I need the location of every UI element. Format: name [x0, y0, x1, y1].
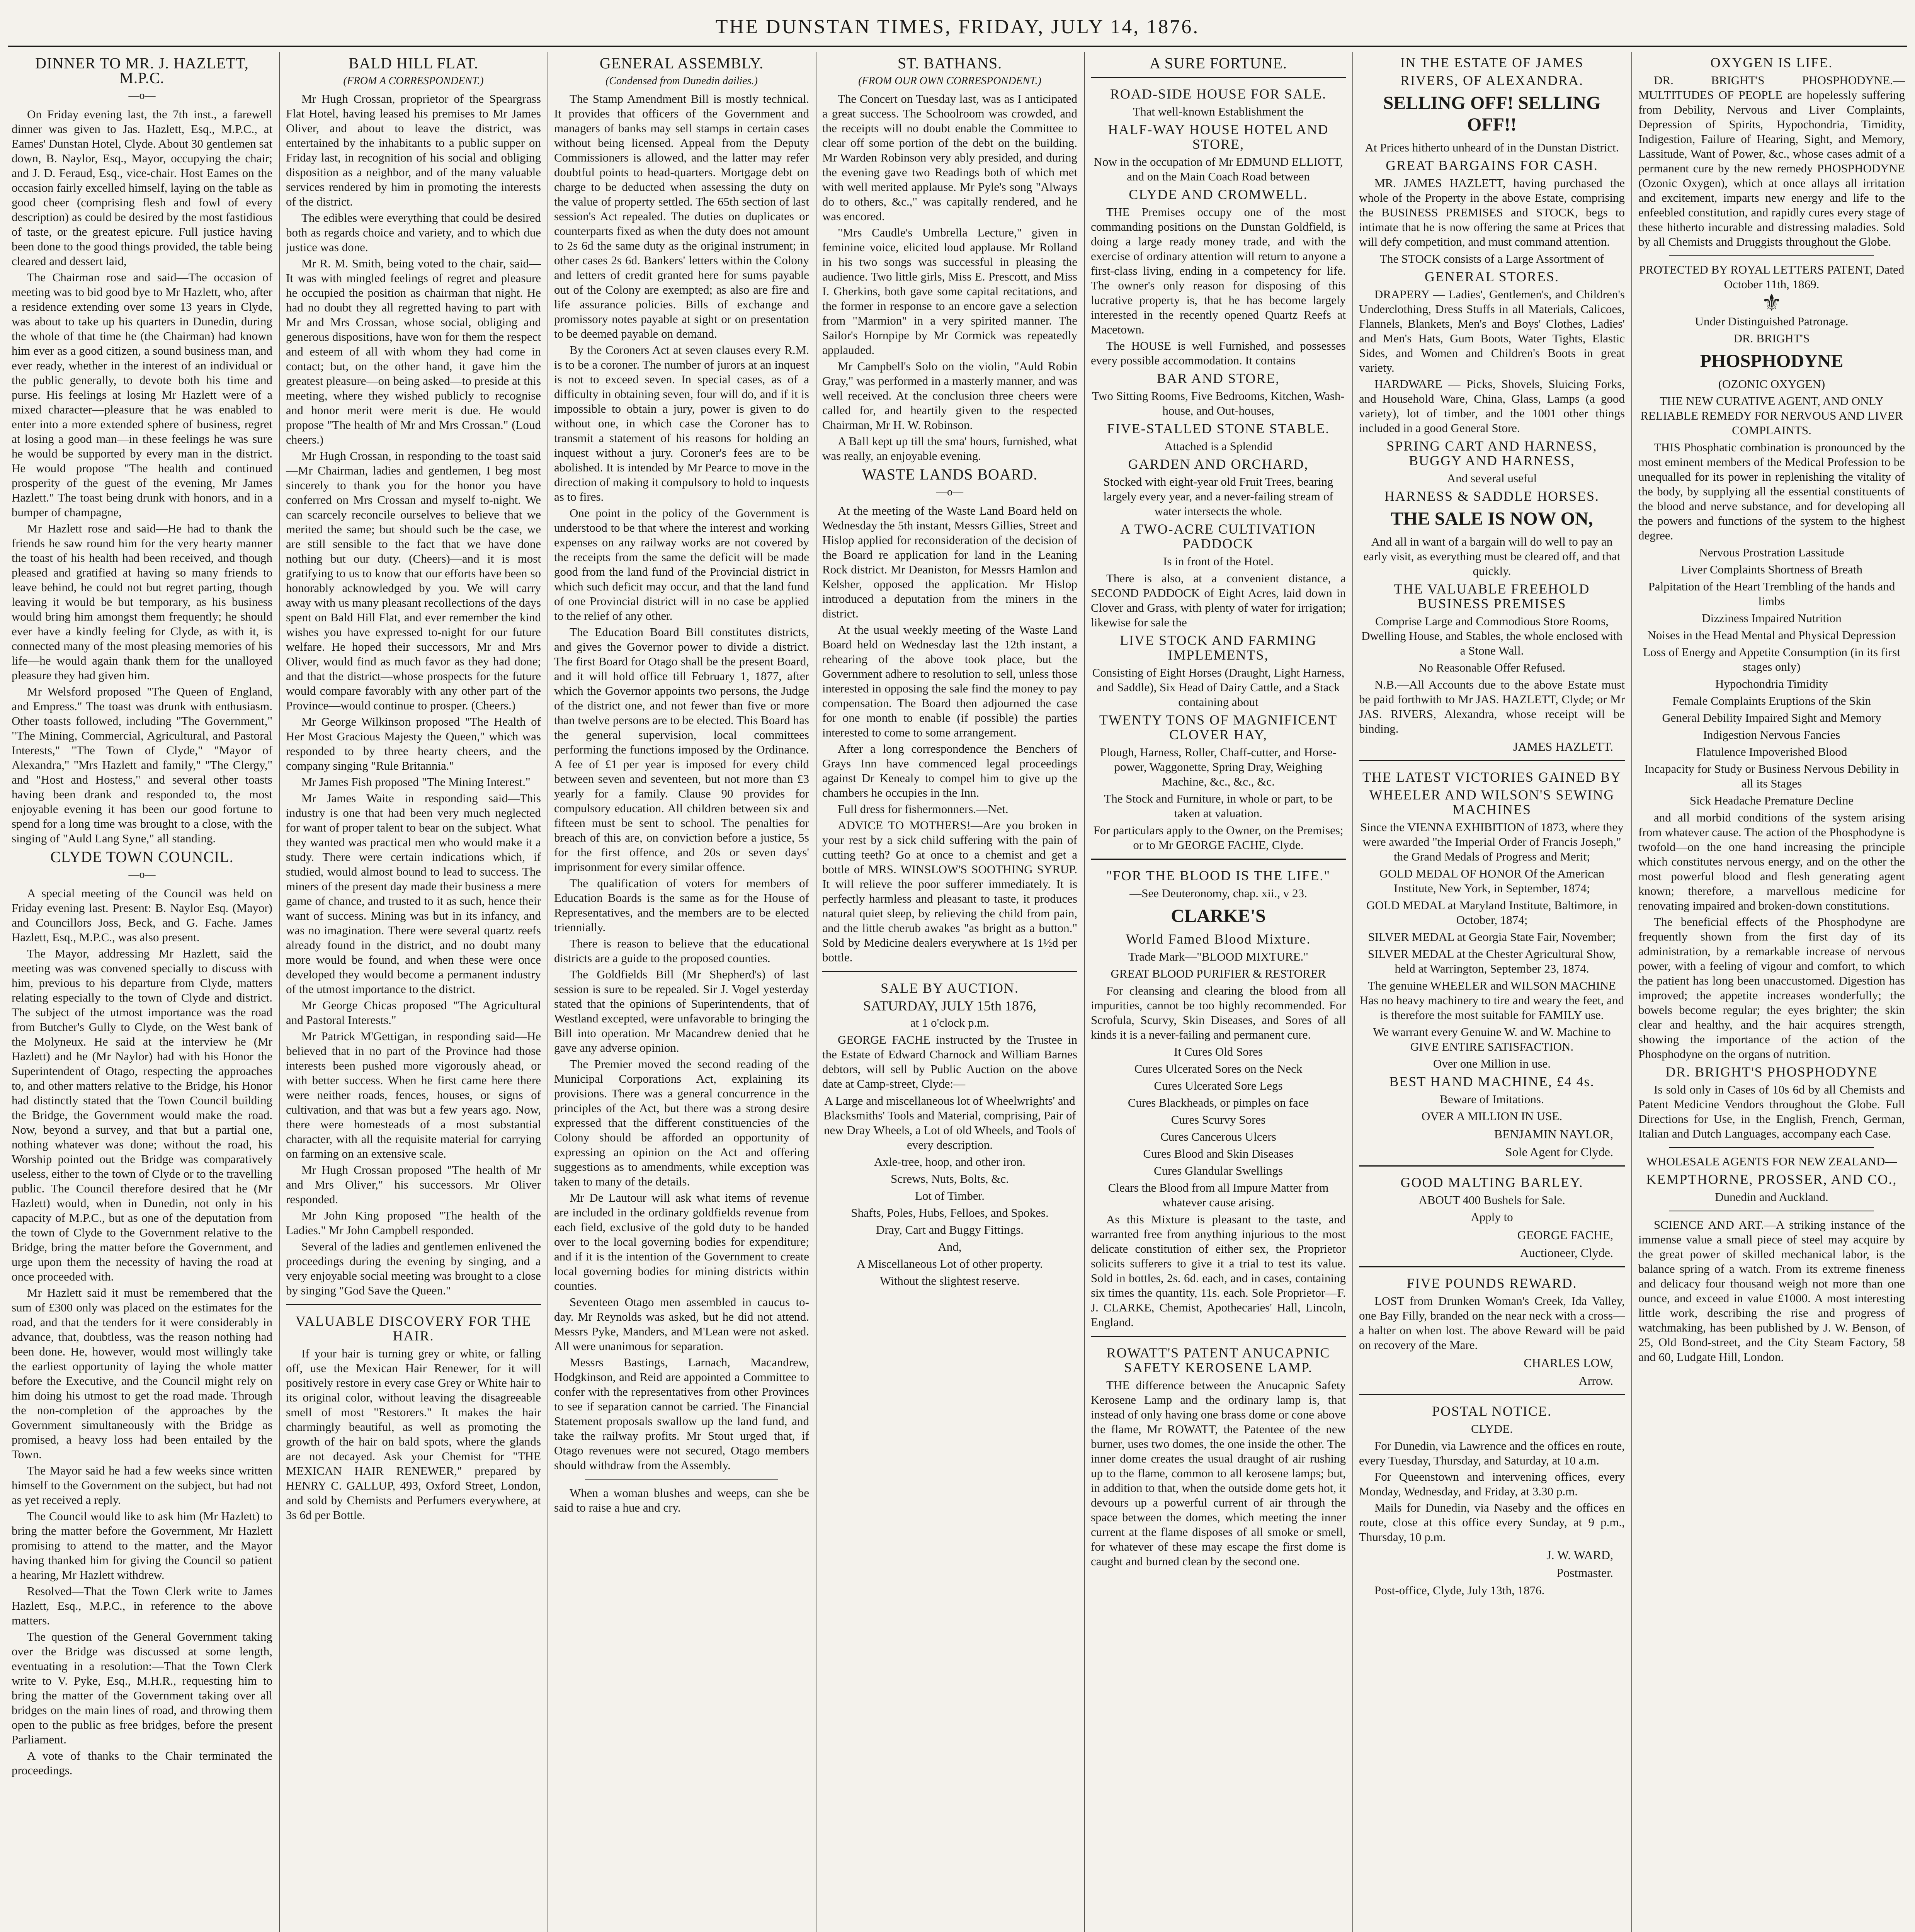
sale-date: SATURDAY, JULY 15th 1876, [863, 998, 1037, 1014]
sale-text: GEORGE FACHE instructed by the Trustee in the Estate of Edward Charnock and William Barnes debtors, will sell by Public Auction on the above date at Camp-street, Clyde:— [822, 1033, 1077, 1090]
ad-line: OXYGEN IS LIFE. [1710, 55, 1833, 70]
article-subheading: (Condensed from Dunedin dailies.) [605, 75, 758, 87]
paragraph: The Concert on Tuesday last, was as I anticipated a great success. The Schoolroom was crowded, and the receipts will no doubt enable the Committee to clear off some portion of the debt on the building. Mr Warden Robinson very ably presided, and during the evening gave two Readings both of which met with well merited applause. Mr Pyle's song "Always do to others, &c.," was capitally rendered, and he was encored. [822, 92, 1077, 223]
paragraph: Resolved—That the Town Clerk write to James Hazlett, Esq., M.P.C., in reference to the above matters. [12, 1584, 272, 1627]
ad-line: POSTAL NOTICE. [1432, 1403, 1552, 1419]
column-rule [1084, 52, 1085, 1932]
paragraph: The Mayor, addressing Mr Hazlett, said the meeting was was convened specially to discuss with him, previous to his departure from Clyde, matters relating especially to the town of Clyde and district. The subject of the utmost importance was the road from Butcher's Gully to Clyde, on the West bank of the Molyneux. He said at the interview he (Mr Hazlett) and he (Mr Naylor) had with his Honor the Superintendent of Otago, respecting the approaches to, and other matters relative to the Bridge, his Honor had distinctly stated that the Town Council building the Bridge, the Government would make the road. Now, beyond a survey, and that but a partial one, nothing whatever was done; without the road, his Worship pointed out the Bridge was comparatively useless, either to the town of Clyde or to the travelling public. The Council therefore desired that he (Mr Hazlett) would, when in Dunedin, not only in his capacity of M.P.C., but as one of the deputation from the town of Clyde to the Government relative to the Bridge, bring the matter before the Government, and urge upon them the necessity of having the road at once proceeded with. [12, 947, 272, 1283]
ornament: —o— [128, 90, 156, 102]
royal-arms-icon: ⚜ [1761, 290, 1782, 316]
signature: GEORGE FACHE, [1517, 1228, 1613, 1242]
ad-line: PROTECTED BY ROYAL LETTERS PATENT, Dated October 11th, 1869. [1639, 263, 1905, 291]
ad-text: As this Mixture is pleasant to the taste, and warranted free from anything injurious to the most delicate constitution of either sex, the Proprietor solicits sufferers to give it a trial to test its value. Sold in bottles, 2s. 6d. each, and in cases, containing six times the quantity, 11s. each. Sole Proprietor—F. J. CLARKE, Chemist, Apothecaries' Hall, Lincoln, England. [1091, 1213, 1346, 1329]
ad-line: Over one Million in use. [1433, 1057, 1551, 1070]
cure-item: Cures Ulcerated Sore Legs [1154, 1079, 1283, 1092]
sale-item: Shafts, Poles, Hubs, Felloes, and Spokes. [851, 1206, 1049, 1219]
ad-line: SILVER MEDAL at the Chester Agricultural Show, held at Warrington, September 23, 1874. [1367, 947, 1616, 975]
ad-line: That well-known Establishment the [1133, 105, 1304, 118]
cures-list [1091, 1044, 1346, 1210]
postal-notice [1359, 1394, 1625, 1598]
ad-text: Post-office, Clyde, July 13th, 1876. [1374, 1583, 1545, 1597]
ad-line: ROWATT'S PATENT ANUCAPNIC SAFETY KEROSENE LAMP. [1106, 1345, 1330, 1375]
ad-line: GARDEN AND ORCHARD, [1128, 456, 1309, 472]
barley-advertisement [1359, 1165, 1625, 1260]
ad-line: HALF-WAY HOUSE HOTEL AND STORE, [1108, 122, 1329, 152]
paragraph: Messrs Bastings, Larnach, Macandrew, Hodgkinson, and Reid are appointed a Committee to confer with the representatives from other Provinces to see if separation cannot be carried. The Financial Statement proposals swallow up the land fund, and take the railway profits. Mr Stout urged that, if Otago revenues were not secured, Otago members should withdraw from the Assembly. [554, 1355, 809, 1472]
ad-line: The STOCK consists of a Large Assortment of [1379, 252, 1604, 265]
signature-title: Arrow. [1578, 1374, 1613, 1388]
paragraph: Mr James Waite in responding said—This industry is one that had been very much neglected for want of proper talent to bear on the subject. What they wanted was practical men who would make it a study. There were certain indications which, if studied, would almost bound to lead to success. The miners of the present day made their business a mere game of chance, and trusted to it as such, hence their want of success. Mining was but in its infancy, and was no imagination. There were several quartz reefs already found in the district, and no doubt many more would be found, and when these were once developed they would become a permanent industry of the utmost importance to the district. [286, 791, 541, 996]
ad-line: Trade Mark—"BLOOD MIXTURE." [1128, 950, 1308, 963]
article-subheading: (FROM OUR OWN CORRESPONDENT.) [858, 75, 1041, 87]
signature-title: Postmaster. [1556, 1566, 1613, 1580]
paragraph: At the usual weekly meeting of the Waste Land Board held on Wednesday last the 12th instant, a rehearing of the above took place, but the Government adhere to resolution to sell, unless those interested in opposing the sale find the money to pay compensation. The Board then adjourned the case for one month to enable (if possible) the parties interested to come to some arrangement. [822, 623, 1077, 739]
cure-item: Clears the Blood from all Impure Matter from whatever cause arising. [1108, 1181, 1329, 1209]
ad-text: Is sold only in Cases of 10s 6d by all Chemists and Patent Medicine Vendors throughout the Globe. Full Directions for Use, in the English, French, German, Italian and Dutch Languages, accompany each Case. [1638, 1083, 1905, 1140]
ad-line: Consisting of Eight Horses (Draught, Light Harness, and Saddle), Six Head of Dairy Cattle, and a Stack containing about [1092, 666, 1345, 709]
ad-line: "FOR THE BLOOD IS THE LIFE." [1106, 868, 1331, 883]
ad-line: A TWO-ACRE CULTIVATION PADDOCK [1120, 521, 1316, 551]
paragraph: Mr R. M. Smith, being voted to the chair, said—It was with mingled feelings of regret and pleasure he occupied the position as chairman that night. He had no doubt they all regretted having to part with Mr and Mrs Crossan, whose social, obliging and generous dispositions, have won for them the respect and esteem of all with whom they had come in contact; but, on the other hand, it gave him the greatest pleasure—on being asked—to preside at this meeting, where they wished publicly to recognise and honor merit were merit is due. He would propose "The health of Mr and Mrs Crossan." (Loud cheers.) [286, 257, 541, 446]
ailment-item: Palpitation of the Heart Trembling of the hands and limbs [1648, 580, 1895, 608]
ailment-item: Indigestion Nervous Fancies [1703, 728, 1840, 742]
paragraph: Mr De Lautour will ask what items of revenue are included in the ordinary goldfields revenue from each field, exclusive of the gold duty to be handed over to the local governing bodies for expenditure; and if it is the intention of the Government to create local governing bodies for mining districts within counties. [554, 1191, 809, 1293]
paragraph: Mr Hazlett rose and said—He had to thank the friends he saw round him for the very hearty manner the toast of his health had been received, and though pleased and gratified at having so many friends to leave behind, he could not but regret parting, though leaving it would be but temporary, as his business would bring him amongst them frequently; he should ever have a kindly feeling for Clyde, as with it, is connected many of the most pleasing memories of his life—he would again thank them for the unalloyed pleasure they had given him. [12, 522, 272, 682]
article-heading: WASTE LANDS BOARD. [862, 466, 1038, 483]
article-heading: ST. BATHANS. [897, 54, 1002, 72]
sale-item: Screws, Nuts, Bolts, &c. [891, 1172, 1009, 1185]
ad-text: For Dunedin, via Lawrence and the offices en route, every Tuesday, Thursday, and Saturday, at 10 a.m. [1359, 1439, 1625, 1467]
divider [1669, 1147, 1874, 1148]
ad-heading: VALUABLE DISCOVERY FOR THE HAIR. [295, 1313, 532, 1344]
divider [585, 1479, 778, 1480]
column-7 [1638, 52, 1905, 1932]
ad-text: LOST from Drunken Woman's Creek, Ida Valley, one Bay Filly, branded on the near neck with a cross—a halter on when lost. The above Reward will be paid on recovery of the Mare. [1359, 1294, 1625, 1352]
paragraph: The Premier moved the second reading of the Municipal Corporations Act, explaining its provisions. There was a general concurrence in the principles of the Act, but there was a strong desire expressed that the different constituencies of the Colony should be afforded an opportunity of expressing an opinion on the Act and offering suggestions as to amendments, while exception was taken to many of the details. [554, 1057, 809, 1188]
ad-text: HARDWARE — Picks, Shovels, Sluicing Forks, and Household Ware, China, Glass, Lamps (a good variety), lot of timber, and the 1001 other things included in a good General Store. [1359, 377, 1625, 435]
ad-line: DR. BRIGHT'S PHOSPHODYNE [1665, 1064, 1878, 1080]
paragraph: Mr John King proposed "The health of the Ladies." Mr John Campbell responded. [286, 1209, 541, 1237]
ad-line: No Reasonable Offer Refused. [1418, 661, 1565, 674]
ad-line: Comprise Large and Commodious Store Rooms, Dwelling House, and Stables, the whole enclosed with a Stone Wall. [1361, 614, 1622, 657]
ad-line: At Prices hitherto unheard of in the Dunstan District. [1365, 141, 1619, 154]
ailment-item: Liver Complaints Shortness of Breath [1680, 563, 1863, 576]
masthead-rule [8, 46, 1907, 47]
ad-line: Is in front of the Hotel. [1163, 554, 1274, 568]
auction-advertisement [822, 971, 1077, 1288]
ailment-item: Incapacity for Study or Business Nervous Debility in all its Stages [1644, 762, 1899, 790]
ad-line: For particulars apply to the Owner, on the Premises; or to Mr GEORGE FACHE, Clyde. [1093, 823, 1344, 852]
paragraph: The qualification of voters for members of Education Boards is the same as for the House of Representatives, and the members are to be elected triennially. [554, 876, 809, 934]
ad-text: If your hair is turning grey or white, or falling off, use the Mexican Hair Renewer, for it will positively restore in every case Grey or White hair to its original color, without leaving the disagreeable smell of most "Restorers." It makes the hair charmingly beautiful, as well as promoting the growth of the hair on bald spots, where the glands are not decayed. Ask your Chemist for "THE MEXICAN HAIR RENEWER," prepared by HENRY C. GALLUP, 493, Oxford Street, London, and sold by Chemists and Perfumers everywhere, at 3s 6d per Bottle. [286, 1347, 541, 1522]
article-body [286, 92, 541, 1298]
sale-item: Without the slightest reserve. [879, 1274, 1020, 1287]
blood-mixture-advertisement [1091, 859, 1346, 1330]
ailment-item: Flatulence Impoverished Blood [1696, 745, 1847, 759]
paragraph: Mr George Wilkinson proposed "The Health of Her Most Gracious Majesty the Queen," which was responded to by three hearty cheers, and the company singing "Rule Britannia." [286, 715, 541, 772]
ad-line: FIVE POUNDS REWARD. [1406, 1276, 1577, 1291]
paragraph: A Ball kept up till the sma' hours, furnished, what was really, an enjoyable evening. [822, 434, 1077, 463]
ad-line: TWENTY TONS OF MAGNIFICENT CLOVER HAY, [1099, 712, 1338, 742]
ad-text: Mails for Dunedin, via Naseby and the offices en route, close at this office every Sunday, at 9 p.m., Thursday, 10 p.m. [1359, 1501, 1625, 1544]
ad-line: CLYDE. [1471, 1422, 1513, 1435]
ad-line: ROAD-SIDE HOUSE FOR SALE. [1110, 86, 1327, 102]
article-heading: CLYDE TOWN COUNCIL. [50, 848, 234, 866]
ailment-item: Female Complaints Eruptions of the Skin [1672, 694, 1871, 707]
ad-text: THE difference between the Anucapnic Safety Kerosene Lamp and the ordinary lamp is, that instead of only having one brass dome or cone above the flame, Mr ROWATT, the Patentee of the new burner, uses two domes, the one inside the other. The inner dome creates the usual draught of air rushing up to the flame, common to all kerosene lamps; but, in addition to that, when the outside dome gets hot, it devours up a powerful current of air through the space between the domes, which meeting the inner current at the flame disposes of all smoke or smell, for whatever of these may escape the first dome is caught and burned clean by the second one. [1091, 1378, 1346, 1568]
ad-line: Apply to [1471, 1210, 1513, 1224]
paragraph: Mr Patrick M'Gettigan, in responding said—He believed that in no part of the Province had those interests been pushed more vigorously ahead, or with better success. When he first came here there were neither roads, fences, houses, or signs of cultivation, and that was but a few years ago. Now, there were homesteads of a most substantial character, with all the requisite material for carrying on farming on an extensive scale. [286, 1029, 541, 1160]
sale-item: Axle-tree, hoop, and other iron. [874, 1155, 1026, 1168]
ad-line: GREAT BARGAINS FOR CASH. [1386, 158, 1598, 173]
ad-line: Since the VIENNA EXHIBITION of 1873, where they were awarded "the Imperial Order of Francis Joseph," the Grand Medals of Progress and Merit; [1360, 820, 1624, 863]
article-subheading: (FROM A CORRESPONDENT.) [343, 75, 484, 87]
ad-text: N.B.—All Accounts due to the above Estate must be paid forthwith to Mr JAS. HAZLETT, Clyde; or Mr JAS. RIVERS, Alexandra, whose receipt will be binding. [1359, 678, 1625, 735]
paragraph: A vote of thanks to the Chair terminated the proceedings. [12, 1749, 272, 1777]
ad-text: There is also, at a convenient distance, a SECOND PADDOCK of Eight Acres, laid down in Clover and Grass, with plenty of water for irrigation; likewise for sale the [1091, 571, 1346, 629]
ad-line: (OZONIC OXYGEN) [1718, 377, 1825, 391]
ad-line: SPRING CART AND HARNESS, BUGGY AND HARNESS, [1386, 438, 1597, 468]
article-text: SCIENCE AND ART.—A striking instance of the immense value a small piece of steel may acquire by the great power of skilled mechanical labor, is the balance spring of a watch. From its extreme fineness and delicacy four thousand weigh not more than one ounce, and exceed in value £1000. A most interesting little work, describing the rise and progress of watchmaking, has been published by J. W. Benson, of 25, Old Bond-street, and the City Steam Factory, 58 and 60, Ludgate Hill, London. [1638, 1218, 1905, 1364]
paragraph: After a long correspondence the Benchers of Grays Inn have commenced legal proceedings against Dr Kenealy to compel him to give up the chambers he occupies in the Inn. [822, 742, 1077, 799]
reward-notice [1359, 1266, 1625, 1388]
ailment-item: Sick Headache Premature Decline [1689, 794, 1854, 807]
ad-text: DRAPERY — Ladies', Gentlemen's, and Children's Underclothing, Dress Stuffs in all Materials, Calicoes, Flannels, Blankets, Men's and Boys' Clothes, Ladies' and Men's Hats, Gum Boots, Water Tights, Elastic Sides, and Women and Children's Boots in great variety. [1359, 287, 1625, 374]
ad-line: We warrant every Genuine W. and W. Machine to GIVE ENTIRE SATISFACTION. [1373, 1025, 1611, 1053]
paragraph: There is reason to believe that the educational districts are a guide to the proposed counties. [554, 937, 809, 965]
ad-line: IN THE ESTATE OF JAMES [1400, 55, 1584, 70]
ad-line: GOOD MALTING BARLEY. [1400, 1175, 1583, 1190]
paragraph: By the Coroners Act at seven clauses every R.M. is to be a coroner. The number of jurors at an inquest is not to exceed seven. In special cases, as of a difficulty in obtaining seven, four will do, and if it is impossible to obtain a jury, power is given to do without one, in which case the Coroner has to transmit a statement of his reasons for holding an inquest without a jury. Coroner's fees are to be abolished. It is intended by Mr Pearce to move in the direction of making it compulsory to hold to inquests as to fires. [554, 343, 809, 503]
column-1 [12, 52, 272, 1932]
ad-line: World Famed Blood Mixture. [1126, 931, 1311, 947]
ad-line: LIVE STOCK AND FARMING IMPLEMENTS, [1120, 633, 1317, 663]
ad-line: ABOUT 400 Bushels for Sale. [1418, 1193, 1565, 1207]
ad-heading: SALE BY AUCTION. [881, 980, 1019, 996]
sale-time: at 1 o'clock p.m. [910, 1016, 990, 1029]
ad-line: Dunedin and Auckland. [1715, 1190, 1828, 1204]
signature-title: Auctioneer, Clyde. [1520, 1246, 1613, 1260]
lamp-advertisement [1091, 1336, 1346, 1569]
ad-text: The HOUSE is well Furnished, and possesses every possible accommodation. It contains [1091, 339, 1346, 367]
paragraph: Several of the ladies and gentlemen enlivened the proceedings during the evening by singing, and a very enjoyable social meeting was brought to a close by singing "God Save the Queen." [286, 1240, 541, 1297]
hotel-sale-advertisement [1091, 77, 1346, 852]
sale-items [822, 1094, 1077, 1288]
signature: BENJAMIN NAYLOR, [1494, 1127, 1613, 1141]
signature: CHARLES LOW, [1524, 1356, 1613, 1370]
cure-item: Cures Blood and Skin Diseases [1143, 1147, 1294, 1160]
ad-line: BAR AND STORE, [1156, 371, 1280, 386]
article-body [822, 503, 1077, 965]
paragraph: One point in the policy of the Government is understood to be that where the interest and working expenses on any railway works are not covered by the receipts from the same the deficit will be made good from the land fund of the Provincial district in which such deficit may occur, and that the land fund of one Provincial district will in no case be applied to the relief of any other. [554, 506, 809, 622]
paragraph: A special meeting of the Council was held on Friday evening last. Present: B. Naylor Esq. (Mayor) and Councillors Joss, Beck, and G. Fache. James Hazlett, Esq., M.P.C., was also present. [12, 886, 272, 944]
ailments-list [1638, 545, 1905, 808]
paragraph: Mr Hugh Crossan, proprietor of the Speargrass Flat Hotel, having leased his premises to Mr James Oliver, and about to leave the district, was entertained by the inhabitants to a public supper on Friday last, in recognition of his social and obliging disposition as a neighbor, and of the many valuable services rendered by him in promoting the interests of the district. [286, 92, 541, 208]
article-heading: DINNER TO MR. J. HAZLETT, M.P.C. [35, 54, 249, 87]
masthead: THE DUNSTAN TIMES, FRIDAY, JULY 14, 1876. [715, 16, 1200, 38]
ad-line: Two Sitting Rooms, Five Bedrooms, Kitchen, Wash-house, and Out-houses, [1092, 389, 1345, 417]
ad-line: GOLD MEDAL OF HONOR Of the American Institute, New York, in September, 1874; [1379, 867, 1605, 895]
paragraph: The Chairman rose and said—The occasion of meeting was to bid good bye to Mr Hazlett, who, after a residence extending over some 13 years in Clyde, was about to take up his quarters in Dunedin, during the whole of that time he (the Chairman) had known him ever as a good citizen, a sound business man, and ever ready, whether in the interest of an individual or the public generally, to devote both his time and purse. His feelings at losing Mr Hazlett were of a mixed character—pleasure that he was enabled to enter into a more extended sphere of business, regret at losing a good man—in these feelings he was sure he would be supported by every man in the district. He would propose "The health and continued prosperity of the guest of the evening, Mr James Hazlett." The toast being drunk with honors, and in a bumper of champagne, [12, 270, 272, 519]
sewing-machine-advertisement [1359, 760, 1625, 1159]
ad-line: Plough, Harness, Roller, Chaff-cutter, and Horse-power, Waggonette, Spring Dray, Weighing Machine, &c., &c., &c. [1100, 745, 1337, 788]
ad-line: DR. BRIGHT'S [1733, 332, 1810, 345]
paragraph: Mr George Chicas proposed "The Agricultural and Pastoral Interests." [286, 998, 541, 1027]
ad-line: GENERAL STORES. [1424, 269, 1560, 284]
ad-line: Now in the occupation of Mr EDMUND ELLIOTT, and on the Main Coach Road between [1094, 155, 1343, 183]
column-3 [554, 52, 809, 1932]
ad-text: DR. BRIGHT'S PHOSPHODYNE.—MULTITUDES OF PEOPLE are hopelessly suffering from Debility, Nervous and Liver Complaints, Depression of Spirits, Hypochondria, Timidity, Indigestion, Failure of Hearing, Sight, and Memory, Lassitude, Want of Power, &c., whose cases admit of a permanent cure by the new remedy PHOSPHODYNE (Ozonic Oxygen), which at once allays all irritation and excitement, imparts new energy and life to the enfeebled constitution, and rapidly cures every stage of these hitherto incurable and distressing maladies. Sold by all Chemists and Druggists throughout the Globe. [1638, 73, 1905, 248]
article-body [822, 92, 1077, 463]
article-body [12, 886, 272, 1778]
column-rule [1631, 52, 1632, 1932]
ad-text: The beneficial effects of the Phosphodyne are frequently shown from the first day of its administration, by a remarkable increase of nervous power, with a feeling of vigour and comfort, to which the patient has long been unaccustomed. Digestion has improved; the appetite increases wonderfully; the bowels become regular; the eyes brighter; the skin clear and healthy, and the hair acquires strength, showing the importance of the action of the Phosphodyne on the organs of nutrition. [1638, 915, 1905, 1061]
ad-line: OVER A MILLION IN USE. [1421, 1109, 1563, 1123]
ad-line: GREAT BLOOD PURIFIER & RESTORER [1111, 967, 1326, 980]
ad-line: CLYDE AND CROMWELL. [1129, 187, 1308, 202]
ad-text: THIS Phosphatic combination is pronounced by the most eminent members of the Medical Profession to be unequalled for its power in replenishing the vitality of the body, by supplying all the essential constituents of the blood and nerve substance, and for developing all the powers and functions of the system to the highest degree. [1638, 440, 1905, 542]
paragraph: Mr Welsford proposed "The Queen of England, and Empress." The toast was drunk with enthusiasm. Other toasts followed, including "The Government," "The Mining, Commercial, Agricultural, and Pastoral Interests," "The Town of Clyde," "Mayor of Alexandra," "Mrs Hazlett and family," "The Clergy," and "Host and Hostess," and several other toasts having been drank and responded to, the most enjoyable evening it has been our good fortune to spend for a long time was brought to a close, with the singing of "Auld Lang Syne," all standing. [12, 685, 272, 845]
paragraph: Mr James Fish proposed "The Mining Interest." [301, 775, 531, 789]
ailment-item: Nervous Prostration Lassitude [1699, 546, 1844, 559]
ad-text: For cleansing and clearing the blood from all impurities, cannot be too highly recommended. For Scrofula, Scurvy, Skin Diseases, and Sores of all kinds it is a never-failing and permanent cure. [1091, 984, 1346, 1041]
ad-brand: CLARKE'S [1171, 906, 1266, 926]
ad-line: And several useful [1447, 471, 1537, 485]
ad-line: And all in want of a bargain will do well to pay an early visit, as everything must be cleared off, and that quickly. [1363, 535, 1621, 578]
filler-text: When a woman blushes and weeps, can she be said to raise a hue and cry. [554, 1486, 809, 1514]
ad-brand: PHOSPHODYNE [1700, 351, 1844, 371]
signature: J. W. WARD, [1546, 1548, 1613, 1562]
column-2 [286, 52, 541, 1932]
column-rule [1352, 52, 1353, 1932]
cure-item: Cures Ulcerated Sores on the Neck [1134, 1062, 1303, 1075]
article-heading: GENERAL ASSEMBLY. [599, 54, 764, 72]
paragraph: On Friday evening last, the 7th inst., a farewell dinner was given to Jas. Hazlett, Esq., M.P.C., at Eames' Dunstan Hotel, Clyde. About 30 gentlemen sat down, B. Naylor, Esq., Mayor, occupying the chair; and J. D. Feraud, Esq., vice-chair. Host Eames on the occasion fairly excelled himself, laying on the table as good cheer (comprising flesh and fowl of every description) as could be desired by the most fastidious of taste, or the greatest epicure. Full justice having been done to the good things provided, the table being cleared and dessert laid, [12, 107, 272, 268]
ad-heading: A SURE FORTUNE. [1150, 54, 1287, 72]
ad-line: The genuine WHEELER and WILSON MACHINE Has no heavy machinery to tire and weary the feet, and is therefore the most suitable for FAMILY use. [1359, 979, 1624, 1022]
paragraph: The Education Board Bill constitutes districts, and gives the Governor power to divide a district. The first Board for Otago shall be the present Board, and it will hold office till February 1, 1877, after which the Governor appoints two persons, the Judge of the district one, and not fewer than five or more than twelve persons are to be elected. This Board has the general supervision, local committees performing the functions imposed by the Ordinance. A fee of £1 per year is imposed for every child between seven and seventeen, but not more than £3 yearly for a family. Clause 90 provides for compulsory education. All children between six and fifteen must be sent to school. The penalties for breach of this are, on conviction before a justice, 5s for the first offence, and 20s or seven days' imprisonment for every similar offence. [554, 625, 809, 874]
paragraph: Mr Hugh Crossan, in responding to the toast said—Mr Chairman, ladies and gentlemen, I beg most sincerely to thank you for the honor you have conferred on Mrs Crossan and myself to-night. We can scarcely reconcile ourselves to believe that we merited the same; but should such be the case, we are still sensible to the fact that we have done nothing but our duty. (Cheers)—and it is most gratifying to us to know that our efforts have been so honorably acknowledged by you. We will carry away with us many pleasant recollections of the days spent on Bald Hill Flat, and ever remember the kind wishes you have expressed to-night for our future welfare. He hoped their successors, Mr and Mrs Oliver, would find as much favor as they had done; and that the district—whose prospects for the future would compare favorably with any other part of the Province—would continue to prosper. (Cheers.) [286, 449, 541, 712]
ad-line: BEST HAND MACHINE, £4 4s. [1389, 1074, 1595, 1089]
article-body [12, 107, 272, 846]
paragraph: At the meeting of the Waste Land Board held on Wednesday the 5th instant, Messrs Gillies, Street and Hislop applied for reconsideration of the decision of the Board re application for land in the Leaning Rock district. Mr Deaniston, for Messrs Hamlon and Kelsher, opposed the application. Mr Hislop introduced a deputation from the miners in the district. [822, 504, 1077, 620]
ailment-item: Noises in the Head Mental and Physical Depression [1647, 628, 1896, 642]
ad-line: KEMPTHORNE, PROSSER, AND CO., [1646, 1172, 1897, 1187]
ad-line: Attached is a Splendid [1164, 439, 1272, 453]
column-rule [279, 52, 280, 1932]
ailment-item: General Debility Impaired Sight and Memory [1662, 711, 1881, 724]
paragraph: Seventeen Otago men assembled in caucus to-day. Mr Reynolds was asked, but he did not attend. Messrs Pyke, Manders, and M'Lean were not asked. All were unanimous for separation. [554, 1295, 809, 1353]
paragraph: The edibles were everything that could be desired both as regards choice and variety, and to which due justice was done. [286, 211, 541, 254]
article-heading: BALD HILL FLAT. [348, 54, 479, 72]
cure-item: It Cures Old Sores [1174, 1045, 1263, 1058]
sale-item: A Miscellaneous Lot of other property. [857, 1257, 1043, 1270]
paragraph: Mr Campbell's Solo on the violin, "Auld Robin Gray," was performed in a masterly manner, and was well received. At the conclusion three cheers were called for, and heartily given to the respected Chairman, Mr H. W. Robinson. [822, 359, 1077, 432]
sale-item: And, [938, 1240, 962, 1253]
ad-line: The Stock and Furniture, in whole or part, to be taken at valuation. [1104, 792, 1333, 820]
ad-banner: THE SALE IS NOW ON, [1391, 509, 1593, 529]
ad-line: THE VALUABLE FREEHOLD BUSINESS PREMISES [1394, 581, 1590, 611]
ornament: —o— [128, 869, 156, 881]
sale-item: A Large and miscellaneous lot of Wheelwrights' and Blacksmiths' Tools and Material, comprising, Pair of new Dray Wheels, a Lot of old Wheels, and Tools of every description. [823, 1094, 1076, 1151]
ailment-item: Loss of Energy and Appetite Consumption (in its first stages only) [1643, 645, 1900, 673]
ad-text: For Queenstown and intervening offices, every Monday, Wednesday, and Friday, at 3.30 p.m. [1359, 1470, 1625, 1498]
ad-line: FIVE-STALLED STONE STABLE. [1107, 421, 1330, 436]
ad-line: WHOLESALE AGENTS FOR NEW ZEALAND— [1646, 1155, 1897, 1168]
cure-item: Cures Scurvy Sores [1171, 1113, 1266, 1126]
ad-line: Beware of Imitations. [1440, 1092, 1544, 1106]
paragraph: The Goldfields Bill (Mr Shepherd's) of last session is sure to be repealed. Sir J. Vogel yesterday stated that the opinions of Superintendents, that of Westland excepted, were unfavorable to bringing the Bill into operation. Mr Macandrew denied that he gave any adverse opinion. [554, 968, 809, 1054]
paragraph: ADVICE TO MOTHERS!—Are you broken in your rest by a sick child suffering with the pain of cutting teeth? Go at once to a chemist and get a bottle of MRS. WINSLOW'S SOOTHING SYRUP. It will relieve the poor sufferer immediately. It is perfectly harmless and pleasant to taste, it produces natural quiet sleep, by relieving the child from pain, and the little cherub awakes "as bright as a button." Sold by Medicine dealers everywhere at 1s 1½d per bottle. [822, 818, 1077, 964]
cure-item: Cures Cancerous Ulcers [1160, 1130, 1276, 1143]
paragraph: Mr Hazlett said it must be remembered that the sum of £300 only was placed on the estimates for the road, and that the tenders for it were considerably in advance, that, doubtless, was the reason nothing had been done. He, however, would most willingly take the earliest opportunity of laying the whole matter before the Executive, and the Council might rely on him doing his utmost to get the road made. Through the non-completion of the approaches by the Government simultaneously with the Bridge as promised, a heavy loss had been entailed by the Town. [12, 1286, 272, 1461]
ailment-item: Dizziness Impaired Nutrition [1702, 611, 1842, 625]
paragraph: The Mayor said he had a few weeks since written himself to the Government on the subject, but had not as yet received a reply. [12, 1464, 272, 1507]
ad-line: RIVERS, OF ALEXANDRA. [1400, 73, 1584, 88]
paragraph: Full dress for fishermonners.—Net. [838, 802, 1009, 816]
signature-title: Sole Agent for Clyde. [1505, 1145, 1613, 1159]
ad-line: Under Distinguished Patronage. [1695, 315, 1849, 328]
paragraph: The Council would like to ask him (Mr Hazlett) to bring the matter before the Government, Mr Hazlett promising to attend to the matter, and the Mayor having thanked him for giving the Council so patient a hearing, Mr Hazlett withdrew. [12, 1509, 272, 1582]
cure-item: Cures Glandular Swellings [1153, 1164, 1283, 1177]
cure-item: Cures Blackheads, or pimples on face [1128, 1096, 1309, 1109]
ad-text: THE Premises occupy one of the most commanding positions on the Dunstan Goldfield, is doing a large ready money trade, and with the exercise of ordinary attention will return to anyone a first-class living, ending in a competency for life. The owner's only reason for disposing of this lucrative property is, that he has become largely interested in the recently opened Quartz Reefs at Macetown. [1091, 205, 1346, 336]
ad-line: SILVER MEDAL at Georgia State Fair, November; [1368, 930, 1616, 944]
paragraph: Mr Hugh Crossan proposed "The health of Mr and Mrs Oliver," his successors. Mr Oliver responded. [286, 1163, 541, 1206]
paragraph: The Stamp Amendment Bill is mostly technical. It provides that officers of the Government and managers of banks may sell stamps in certain cases without being licensed. Appeal from the Deputy Commissioners is allowed, and the latter may refer doubtful points to head-quarters. Mortgage debt on charge to be deducted when assessing the duty on the value of property settled. The 65th section of last session's Act repealed. The duties on duplicates or counterparts fixed as when the duty does not amount to 2s 6d the same duty as the original instrument; in other cases 2s 6d. Bankers' letters within the Colony and letters of credit granted here for sums payable out of the Colony are exempted; as also are fire and life assurance policies. Bills of exchange and promissory notes payable at sight or on presentation to be deemed payable on demand. [554, 92, 809, 340]
sale-item: Lot of Timber. [915, 1189, 985, 1202]
ad-line: THE NEW CURATIVE AGENT, AND ONLY RELIABLE REMEDY FOR NERVOUS AND LIVER COMPLAINTS. [1640, 394, 1903, 437]
ad-line: —See Deuteronomy, chap. xii., v 23. [1129, 886, 1307, 900]
column-4 [822, 52, 1077, 1932]
ad-line: THE LATEST VICTORIES GAINED BY [1362, 769, 1621, 785]
ad-line: GOLD MEDAL at Maryland Institute, Baltimore, in October, 1874; [1366, 898, 1617, 927]
sale-item: Dray, Cart and Buggy Fittings. [876, 1223, 1024, 1236]
ad-line: HARNESS & SADDLE HORSES. [1384, 488, 1600, 504]
column-5 [1091, 52, 1346, 1932]
paragraph: The question of the General Government taking over the Bridge was discussed at some length, eventuating in a resolution:—That the Town Clerk write to V. Pyke, Esq., M.H.R., requesting him to bring the matter of the Government taking over all bridges on the main lines of road, and throwing them open to the public as free bridges, before the present Parliament. [12, 1630, 272, 1746]
ad-banner: SELLING OFF! SELLING OFF!! [1383, 93, 1601, 135]
ad-line: WHEELER AND WILSON'S SEWING MACHINES [1369, 787, 1615, 817]
advertisement [286, 1304, 541, 1522]
ad-line: Stocked with eight-year old Fruit Trees, bearing largely every year, and a never-failing stream of water intersects the whole. [1103, 475, 1333, 518]
signature: JAMES HAZLETT. [1513, 740, 1613, 753]
divider [1669, 255, 1874, 256]
paragraph: "Mrs Caudle's Umbrella Lecture," given in feminine voice, elicited loud applause. Mr Rolland in his two songs was successful in pleasing the audience. Two little girls, Miss E. Prescott, and Miss I. Gherkins, both gave some capital recitations, and the former in response to an encore gave a selection from "Marmion" in a very spirited manner. The Sailor's Hornpipe by Mr Cormick was repeatedly applauded. [822, 226, 1077, 357]
column-6 [1359, 52, 1625, 1932]
article-body [554, 92, 809, 1473]
ailment-item: Hypochondria Timidity [1715, 677, 1828, 690]
ad-text: and all morbid conditions of the system arising from whatever cause. The action of the Phosphodyne is twofold—on the one hand increasing the principle which constitutes nervous energy, and on the other the most powerful blood and flesh generating agent known; therefore, a marvellous medicine for renovating impaired and broken-down constitutions. [1638, 811, 1905, 912]
ornament: —o— [936, 486, 963, 498]
ad-text: MR. JAMES HAZLETT, having purchased the whole of the Property in the above Estate, comprising the BUSINESS PREMISES and STOCK, begs to intimate that he is now offering the same at Prices that will defy competition, and must command attention. [1359, 176, 1625, 248]
